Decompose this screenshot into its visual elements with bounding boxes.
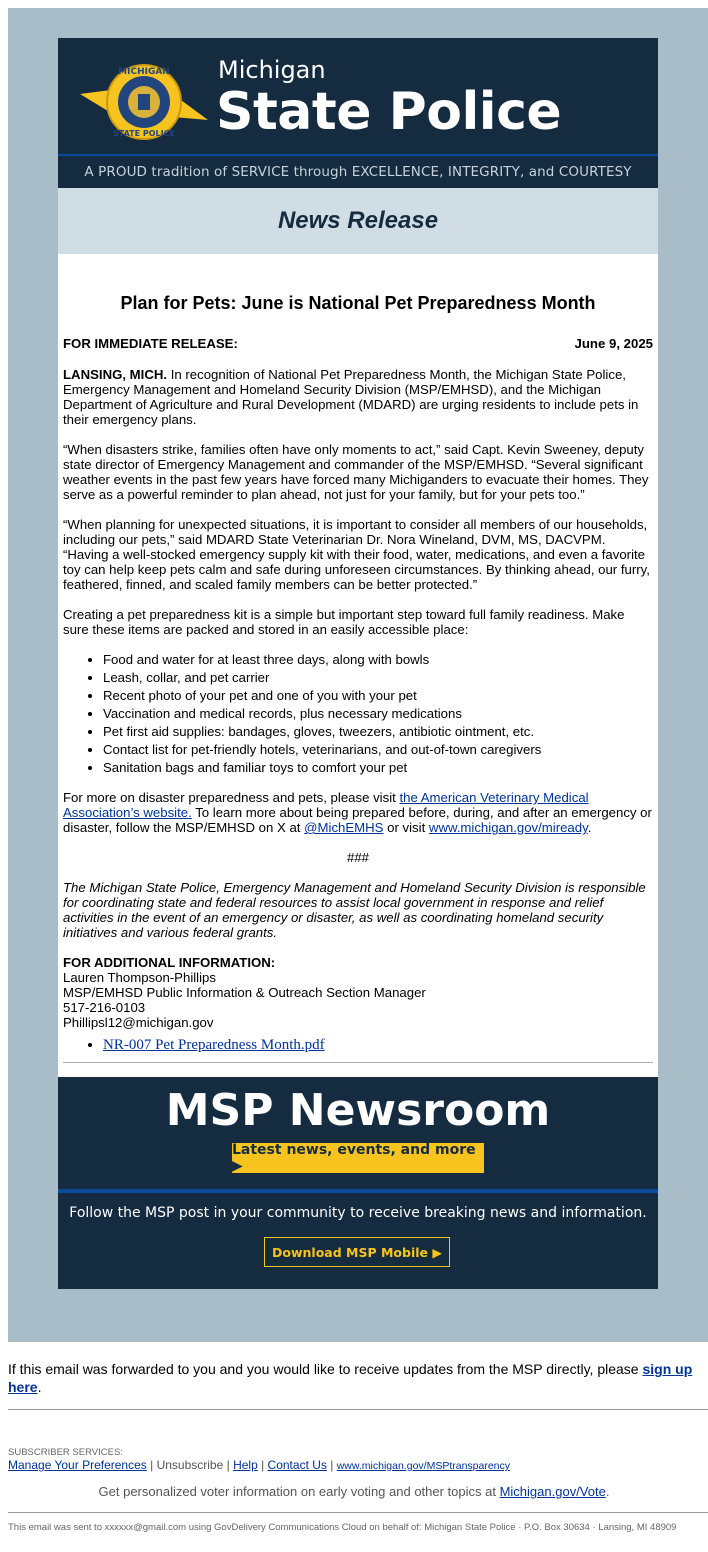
- separator: |: [146, 1458, 157, 1472]
- about-paragraph: The Michigan State Police, Emergency Management and Homeland Security Division is responsible for coordinating state and federal resources to assist local government in response and relief activities in the event of an emergency or disaster, as well as coordinating homeland security initiatives and various federal grants.: [63, 880, 646, 940]
- subscriber-links: [8, 1458, 510, 1472]
- newsroom-divider: [58, 1189, 658, 1193]
- vote-notice: [0, 1484, 708, 1499]
- follow-text: Follow the MSP post in your community to receive breaking news and information.: [69, 1205, 647, 1221]
- separator: |: [223, 1458, 234, 1472]
- attachment-list: [63, 1036, 653, 1054]
- end-marker: ###: [346, 850, 369, 865]
- separator: |: [257, 1458, 268, 1472]
- transparency-link[interactable]: www.michigan.gov/MSPtransparency: [336, 1460, 511, 1472]
- latest-news-button[interactable]: Latest news, events, and more ▶: [232, 1143, 484, 1173]
- vote-text: Get personalized voter information on early voting and other topics at: [98, 1484, 500, 1499]
- list-item: • Sanitation bags and familiar toys to comfort your pet: [103, 760, 653, 775]
- newsroom-banner: [58, 1077, 658, 1289]
- unsubscribe-link[interactable]: Unsubscribe: [156, 1458, 224, 1472]
- release-date: June 9, 2025: [574, 336, 653, 351]
- article-body: [58, 254, 658, 1077]
- header-divider: [58, 154, 658, 156]
- vote-link[interactable]: Michigan.gov/Vote: [499, 1484, 606, 1499]
- more-text-d: .: [587, 820, 592, 835]
- badge-bottom-text: STATE POLICE: [113, 129, 175, 138]
- email-card: [58, 38, 658, 1289]
- forward-notice: [8, 1360, 700, 1396]
- release-line: [63, 336, 653, 351]
- signup-link[interactable]: sign up here: [8, 1361, 693, 1395]
- list-item: • Contact list for pet-friendly hotels, veterinarians, and out-of-town caregivers: [103, 742, 653, 757]
- more-info-paragraph: [63, 790, 653, 835]
- footer-divider: [8, 1409, 708, 1410]
- tagline: A PROUD tradition of SERVICE through EXCELLENCE, INTEGRITY, and COURTESY: [84, 164, 632, 180]
- brand-main: State Police: [216, 82, 562, 142]
- paragraph-2: “When disasters strike, families often have only moments to act,” said Capt. Kevin Sweeney, deputy state director of Emergency Management and commander of the MSP/EMHSD. “Several significant weather events in the past few years have forced many Michiganders to evacuate their homes. They serve as a powerful reminder to plan ahead, not just for your family, but for your pets too.”: [63, 442, 649, 502]
- manage-preferences-link[interactable]: Manage Your Preferences: [8, 1458, 147, 1472]
- newsroom-title: MSP Newsroom: [165, 1085, 551, 1136]
- paragraph-1: [63, 367, 653, 427]
- miready-link[interactable]: www.michigan.gov/miready: [428, 820, 588, 835]
- dateline: LANSING, MICH.: [63, 367, 168, 382]
- contact-phone: 517-216-0103: [63, 1000, 146, 1015]
- paragraph-1-text: In recognition of National Pet Preparedness Month, the Michigan State Police, Emergency Management and Homeland Security Division (MSP/EMHSD), and the Michigan Department of Agriculture and Rural Development (MDARD) are urging residents to include pets in their emergency plans.: [63, 367, 639, 427]
- for-release-label: FOR IMMEDIATE RELEASE:: [63, 336, 238, 351]
- list-item: • Food and water for at least three days, along with bowls: [103, 652, 653, 667]
- news-release-label: News Release: [277, 207, 439, 234]
- badge-top-text: MICHIGAN: [118, 67, 170, 77]
- subscriber-services-label: SUBSCRIBER SERVICES:: [8, 1447, 123, 1458]
- more-text-a: For more on disaster preparedness and pets, please visit: [63, 790, 400, 805]
- contact-block: [63, 955, 653, 1030]
- contact-title: MSP/EMHSD Public Information & Outreach Section Manager: [63, 985, 426, 1000]
- contact-email: Phillipsl12@michigan.gov: [63, 1015, 214, 1030]
- attachment-link[interactable]: NR-007 Pet Preparedness Month.pdf: [103, 1037, 325, 1053]
- msp-badge-icon: [80, 52, 208, 154]
- list-item: • Vaccination and medical records, plus necessary medications: [103, 706, 653, 721]
- download-mobile-button[interactable]: Download MSP Mobile ▶: [264, 1237, 450, 1267]
- contact-heading: FOR ADDITIONAL INFORMATION:: [63, 955, 276, 970]
- vote-end: .: [605, 1484, 610, 1499]
- avma-link[interactable]: the American Veterinary Medical Association’s website.: [63, 790, 589, 820]
- paragraph-3: “When planning for unexpected situations, it is important to consider all members of our households, including our pets,” said MDARD State Veterinarian Dr. Nora Wineland, DVM, MS, DACVPM. “Having a well-stocked emergency supply kit with their food, water, medications, and even a favorite toy can help keep pets calm and safe during unforeseen circumstances. By thinking ahead, our furry, feathered, finned, and scaled family members can be better protected.”: [63, 517, 650, 592]
- separator: |: [326, 1458, 337, 1472]
- forward-end: .: [37, 1379, 42, 1395]
- news-release-band: [58, 188, 658, 254]
- kit-list: [63, 652, 653, 775]
- paragraph-4: Creating a pet preparedness kit is a simple but important step toward full family readiness. Make sure these items are packed and stored in an easily accessible place:: [63, 607, 625, 637]
- disclaimer: This email was sent to xxxxxx@gmail.com using GovDelivery Communications Cloud on behalf of: Michigan State Police · P.O. Box 30634 · Lansing, MI 48909: [8, 1522, 677, 1533]
- article-title: Plan for Pets: June is National Pet Preparedness Month: [120, 293, 596, 313]
- contact-name: Lauren Thompson-Phillips: [63, 970, 216, 985]
- forward-text: If this email was forwarded to you and you would like to receive updates from the MSP directly, please: [8, 1361, 643, 1377]
- help-link[interactable]: Help: [233, 1458, 258, 1472]
- msp-header: [58, 38, 658, 188]
- more-text-c: or visit: [383, 820, 429, 835]
- footer-divider-2: [8, 1512, 708, 1513]
- michemhs-link[interactable]: @MichEMHS: [304, 820, 384, 835]
- contact-us-link[interactable]: Contact Us: [267, 1458, 327, 1472]
- list-item: • Recent photo of your pet and one of you with your pet: [103, 688, 653, 703]
- list-item: • Pet first aid supplies: bandages, gloves, tweezers, antibiotic ointment, etc.: [103, 724, 653, 739]
- list-item: • Leash, collar, and pet carrier: [103, 670, 653, 685]
- divider: [63, 1062, 653, 1063]
- brand-top: Michigan: [218, 56, 326, 84]
- more-text-b: To learn more about being prepared before, during, and after an emergency or disaster, follow the MSP/EMHSD on X at: [63, 805, 652, 835]
